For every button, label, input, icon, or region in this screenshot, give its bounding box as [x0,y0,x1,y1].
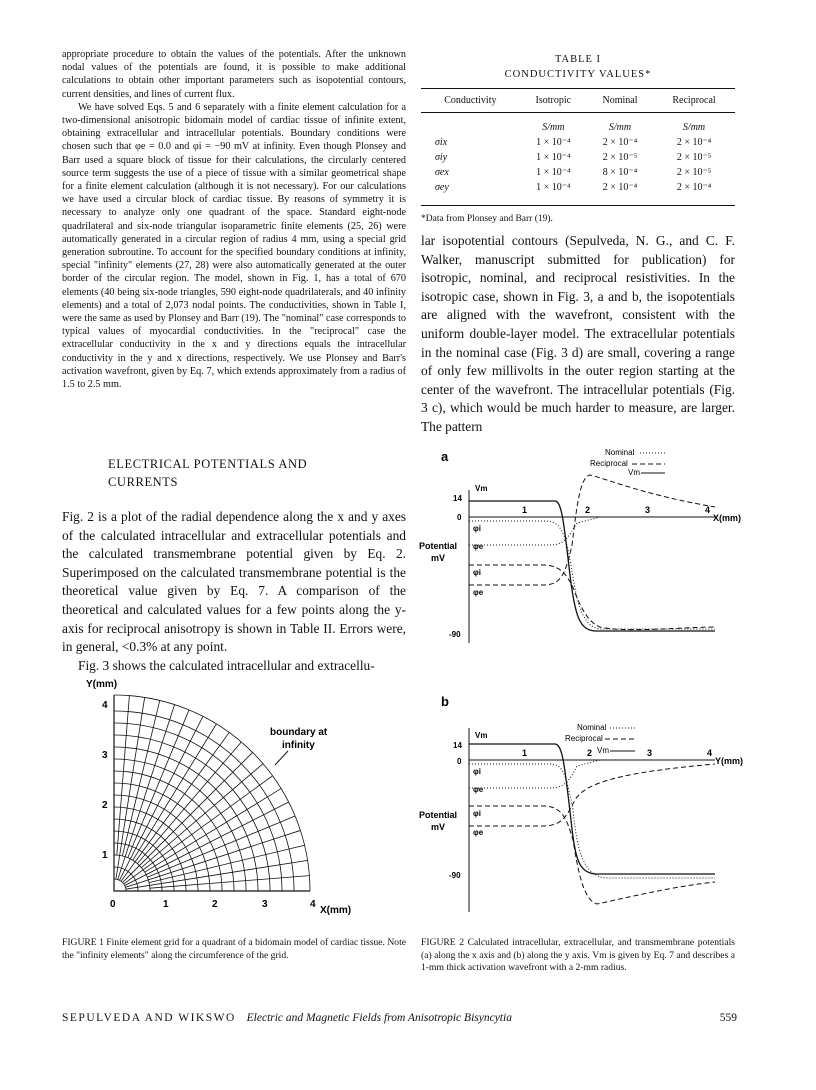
x-tick: 1 [522,748,528,758]
figure-2b [419,690,744,920]
x-tick: 1 [163,899,169,910]
figure-1-caption: FIGURE 1 Finite element grid for a quadrant of a bidomain model of cardiac tissue. Note the "infinity elements" along the circumference of the grid. [62,937,406,961]
table-row: σex 1 × 10⁻⁴ 8 × 10⁻⁴ 2 × 10⁻⁵ [435,167,712,178]
y-tick: 4 [102,700,108,711]
y-tick: 0 [457,513,462,522]
x-tick: 4 [310,899,316,910]
left-column-text-lower [62,508,406,675]
x-tick: 4 [705,505,711,515]
page-number: 559 [719,1012,737,1024]
table-header: Isotropic [520,89,587,113]
curve-label: φi [473,524,481,533]
x-tick: 3 [262,899,268,910]
boundary-annotation: infinity [282,740,315,751]
x-axis-label: X(mm) [713,513,742,523]
table-subtitle: CONDUCTIVITY VALUES* [504,69,652,80]
finite-element-grid [70,675,360,920]
curve-label: Vm [475,484,488,493]
y-mm-axis-label: Y(mm) [715,756,744,766]
y-tick: 0 [457,757,462,766]
table-row: σix 1 × 10⁻⁴ 2 × 10⁻⁴ 2 × 10⁻⁴ [435,137,712,148]
grid-spoke [137,742,241,864]
curve-label: φe [473,828,484,837]
left-column-text [62,48,406,391]
curve-label: φi [473,809,481,818]
x-tick: 2 [587,748,593,758]
y-tick: 3 [102,750,108,761]
grid-spoke [141,764,263,868]
table-row: σiy 1 × 10⁻⁴ 2 × 10⁻⁵ 2 × 10⁻⁵ [435,152,712,163]
legend-label: Nominal [605,448,635,457]
table-footnote: *Data from Plonsey and Barr (19). [421,214,553,224]
page-footer [62,1012,737,1024]
conductivity-table [421,88,735,206]
footer-journal: Electric and Magnetic Fields from Anisotropic Bisyncytia [246,1012,512,1024]
y-axis-label: Potential [419,810,458,820]
curve-label: φi [473,568,481,577]
x-axis-label: X(mm) [320,905,352,916]
right-column-text [421,232,735,437]
curve-reciprocal-phi-e [469,764,715,826]
curve-reciprocal-phi-e [469,475,715,585]
figure-1 [70,675,360,925]
legend-label: Reciprocal [590,459,628,468]
table-unit: S/mm [608,122,632,133]
y-tick: -90 [449,630,461,639]
table-unit: S/mm [542,122,565,133]
y-axis-label: mV [431,822,446,832]
figure-2a [419,445,742,655]
table-unit: S/mm [682,122,706,133]
legend-label: Reciprocal [565,734,603,743]
y-axis-label: mV [431,553,446,563]
paragraph: We have solved Eqs. 5 and 6 separately with a finite element calculation for a two-dimensional anisotropic bidomain model of cardiac tissue of infinite extent, obtaining extracellular and intracellular potentials. Boundary conditions were chosen such that φe = 0.0 and φi = −90 mV at infinity. Even though Plonsey and Barr used a square block of tissue for their calculations, the circularly centered source term suggests the use of a piece of tissue with a similar geometrical shape for a finite element calculation (although it is not necessary). For our calculations we have used a circular block of cardiac tissue. By reasons of symmetry it is necessary to analyze only one quadrant of the space. Standard eight-node quadrilateral and six-node triangular isoparametric finite elements (25, 26) were automatically generated in a circular region of radius 4 mm, using a special grid generation subroutine. To account for the specified boundary conditions at infinity, special "infinity" elements (27, 28) were also automatically generated at the outer border of the circular region. The model, shown in Fig. 1, has a total of 670 elements (40 being six-node triangles, 590 eight-node quadrilaterals, and 40 infinity elements) and a total of 2,073 nodal points. The conductivities, shown in Table I, were the same as used by Plonsey and Barr (19). The "nominal" case corresponds to typical values of myocardial conductivities. In the "reciprocal" case the extracellular conductivity in the x and y directions equals the intracellular conductivity in the y and x directions, respectively. We use Plonsey and Barr's activation wavefront, given by Eq. 7, which extends approximately from a radius of 1.5 to 2.5 mm. [62,101,406,391]
paragraph: lar isopotential contours (Sepulveda, N. G., and C. F. Walker, manuscript submitted for publication) for isotropic, nominal, and reciprocal resistivities. In the isotropic case, shown in Fig. 3, a and b, the isopotentials are aligned with the wavefront, consistent with the uniform double-layer model. The extracellular potentials in the nominal case (Fig. 3 d) are small, covering a range of only few millivolts in the outer region starting at the center of the wavefront. The intracellular potentials (Fig. 3 c), which would be much harder to measure, are larger. The pattern [421,233,735,434]
table-conductivity [421,52,735,224]
y-tick: -90 [449,871,461,880]
table-header: Nominal [587,89,653,113]
annotation-arrow [275,751,288,765]
panel-letter: a [441,449,449,464]
y-tick: 1 [102,850,108,861]
paragraph: Fig. 3 shows the calculated intracellular and extracellu- [78,657,375,673]
x-tick: 1 [522,505,528,515]
x-tick: 4 [707,748,713,758]
section-heading: ELECTRICAL POTENTIALS AND CURRENTS [108,457,308,489]
x-tick: 3 [647,748,653,758]
curve-label: φe [473,542,484,551]
x-tick: 2 [585,505,591,515]
chart-panel-a [419,445,742,650]
y-tick: 14 [453,494,462,503]
curve-label: Vm [475,731,488,740]
legend-label: Nominal [577,723,607,732]
figure-2-caption: FIGURE 2 Calculated intracellular, extracellular, and transmembrane potentials (a) along the x axis and (b) along the y axis. Vm is given by Eq. 7 and describes a 1-mm thick activation wavefront with a 2-mm radius. [421,937,735,974]
curve-reciprocal-phi-i [469,806,715,904]
y-axis-label: Potential [419,541,458,551]
x-tick: 3 [645,505,651,515]
table-header: Conductivity [421,89,520,113]
panel-letter: b [441,694,449,709]
legend-label: Vm [597,746,609,755]
x-tick: 2 [212,899,218,910]
y-axis-label: Y(mm) [86,679,118,690]
grid-spoke [122,752,252,882]
paragraph: Fig. 2 is a plot of the radial dependence along the x and y axes of the calculated intracellular and extracellular potentials and the calculated transmembrane potential given by Eq. 2. Superimposed on the calculated transmembrane potential is the theoretical value given by Eq. 7. A comparison of the theoretical and calculated values for a few points along the y-axis for reciprocal anisotropy is shown in Table II. Errors were, in general, <0.3% at any point. [62,509,406,655]
footer-authors: SEPULVEDA AND WIKSWO [62,1012,236,1024]
curve-reciprocal-phi-i [469,565,715,630]
chart-panel-b [419,690,744,915]
paragraph: appropriate procedure to obtain the values of the potentials. After the unknown nodal values of the potentials are found, it is possible to make additional calculations to obtain other important parameters such as isopotential contours, current densities, and lines of current flux. [62,49,406,100]
curve-label: φe [473,785,484,794]
table-header: Reciprocal [653,89,735,113]
curve-label: φe [473,588,484,597]
x-tick: 0 [110,899,116,910]
table-row: σey 1 × 10⁻⁴ 2 × 10⁻⁴ 2 × 10⁻⁴ [435,182,712,193]
table-unit [421,113,520,136]
curve-nominal-phi-i [469,764,715,878]
y-tick: 14 [453,741,462,750]
curve-nominal-phi-i [469,521,715,629]
y-tick: 2 [102,800,108,811]
boundary-annotation: boundary at [270,727,328,738]
legend-label: Vm [628,468,640,477]
curve-label: φi [473,767,481,776]
table-title: TABLE I [554,54,602,65]
